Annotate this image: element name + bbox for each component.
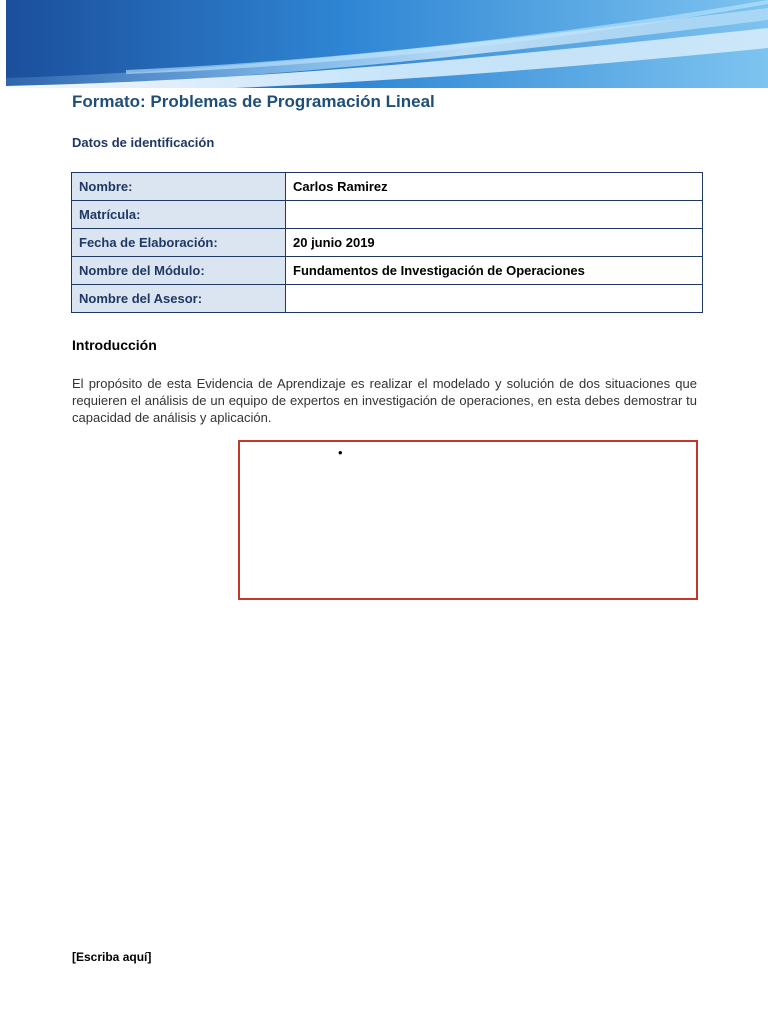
bullet-point: • (338, 445, 343, 460)
row-label-matricula: Matrícula: (72, 201, 286, 229)
introduction-paragraph: El propósito de esta Evidencia de Aprendizaje es realizar el modelado y solución de dos situaciones que requieren el análisis de un equipo de expertos en investigación de operaciones, en esta debes demostrar tu capacidad de análisis y aplicación. (72, 376, 697, 425)
row-label-advisor: Nombre del Asesor: (72, 285, 286, 313)
introduction-heading: Introducción (72, 337, 157, 353)
document-title: Formato: Problemas de Programación Lineal (72, 92, 435, 111)
row-label-date: Fecha de Elaboración: (72, 229, 286, 257)
identification-table (71, 172, 703, 313)
row-value-module[interactable]: Fundamentos de Investigación de Operaciones (286, 257, 703, 285)
footer-placeholder[interactable]: [Escriba aquí] (72, 950, 152, 964)
header-banner (6, 0, 768, 95)
row-label-module: Nombre del Módulo: (72, 257, 286, 285)
table-row (72, 257, 703, 285)
blue-wave-header-graphic (6, 0, 768, 95)
row-value-matricula[interactable] (286, 201, 703, 229)
row-value-name[interactable]: Carlos Ramirez (286, 173, 703, 201)
row-label-name: Nombre: (72, 173, 286, 201)
row-value-advisor[interactable] (286, 285, 703, 313)
section-subtitle-identification: Datos de identificación (72, 135, 215, 150)
table-row (72, 285, 703, 313)
row-value-date[interactable]: 20 junio 2019 (286, 229, 703, 257)
table-row (72, 201, 703, 229)
content-text-box[interactable] (238, 440, 698, 600)
table-row (72, 229, 703, 257)
table-row (72, 173, 703, 201)
